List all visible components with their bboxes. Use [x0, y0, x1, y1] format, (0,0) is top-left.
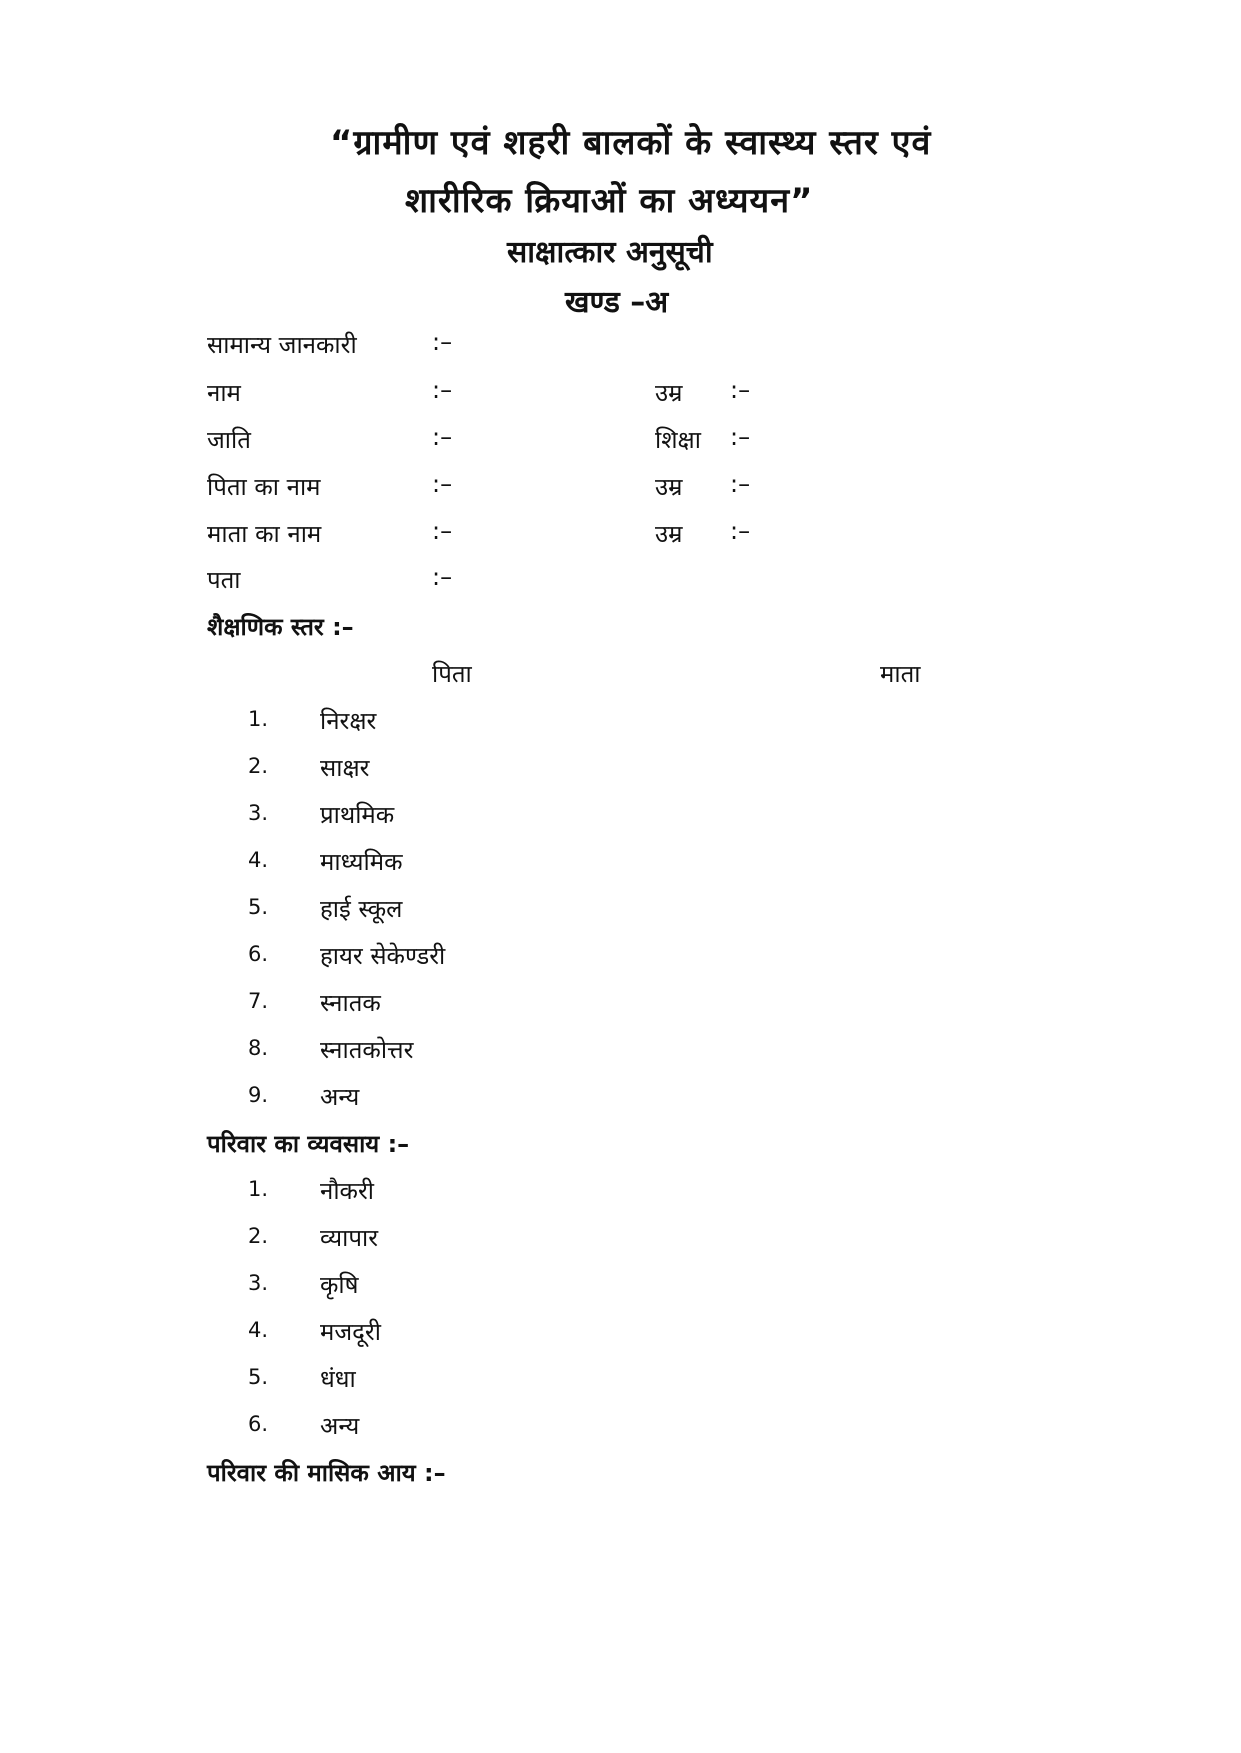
separator: :– [432, 470, 453, 498]
separator: :– [730, 423, 751, 451]
document-title-line-2: शारीरिक क्रियाओं का अध्ययन” [405, 181, 814, 221]
list-item-number: 9. [248, 1083, 269, 1107]
general-info-heading: सामान्य जानकारी [207, 331, 357, 359]
field-label-father-age: उम्र [655, 473, 683, 501]
list-item: साक्षर [320, 754, 370, 782]
field-label-education: शिक्षा [655, 426, 701, 454]
list-item-number: 3. [248, 801, 269, 825]
list-item-number: 1. [248, 707, 269, 731]
list-item: नौकरी [320, 1177, 374, 1205]
income-heading: परिवार की मासिक आय :– [207, 1459, 446, 1487]
list-item-number: 5. [248, 895, 269, 919]
separator: :– [432, 423, 453, 451]
separator: :– [432, 517, 453, 545]
field-label-caste: जाति [207, 426, 251, 454]
list-item: धंधा [320, 1365, 356, 1393]
list-item-number: 6. [248, 1412, 269, 1436]
list-item-number: 4. [248, 1318, 269, 1342]
field-label-name: नाम [207, 379, 241, 407]
field-label-mother-name: माता का नाम [207, 520, 322, 548]
separator: :– [432, 328, 453, 356]
list-item-number: 4. [248, 848, 269, 872]
list-item-number: 2. [248, 1224, 269, 1248]
list-item: हाई स्कूल [320, 895, 403, 923]
list-item-number: 2. [248, 754, 269, 778]
separator: :– [432, 376, 453, 404]
document-subtitle: साक्षात्कार अनुसूची [507, 235, 713, 270]
separator: :– [730, 517, 751, 545]
column-header-mother: माता [880, 660, 921, 688]
list-item-number: 5. [248, 1365, 269, 1389]
field-label-mother-age: उम्र [655, 520, 683, 548]
separator: :– [730, 470, 751, 498]
list-item: स्नातक [320, 989, 381, 1017]
list-item: व्यापार [320, 1224, 379, 1252]
document-title-line-1: “ग्रामीण एवं शहरी बालकों के स्वास्थ्य स्तर एवं [330, 123, 932, 163]
list-item-number: 7. [248, 989, 269, 1013]
list-item: प्राथमिक [320, 801, 395, 829]
field-label-address: पता [207, 566, 241, 594]
list-item-number: 8. [248, 1036, 269, 1060]
list-item: अन्य [320, 1083, 360, 1111]
field-label-age: उम्र [655, 379, 683, 407]
list-item: कृषि [320, 1271, 359, 1299]
section-heading: खण्ड –अ [565, 285, 669, 320]
list-item: निरक्षर [320, 707, 377, 735]
education-heading: शैक्षणिक स्तर :– [207, 613, 354, 641]
list-item-number: 3. [248, 1271, 269, 1295]
separator: :– [432, 563, 453, 591]
list-item: अन्य [320, 1412, 360, 1440]
list-item: स्नातकोत्तर [320, 1036, 414, 1064]
field-label-father-name: पिता का नाम [207, 473, 321, 501]
column-header-father: पिता [432, 660, 472, 688]
list-item: मजदूरी [320, 1318, 381, 1346]
list-item: माध्यमिक [320, 848, 403, 876]
occupation-heading: परिवार का व्यवसाय :– [207, 1130, 410, 1158]
separator: :– [730, 376, 751, 404]
list-item-number: 6. [248, 942, 269, 966]
list-item-number: 1. [248, 1177, 269, 1201]
list-item: हायर सेकेण्डरी [320, 942, 446, 970]
